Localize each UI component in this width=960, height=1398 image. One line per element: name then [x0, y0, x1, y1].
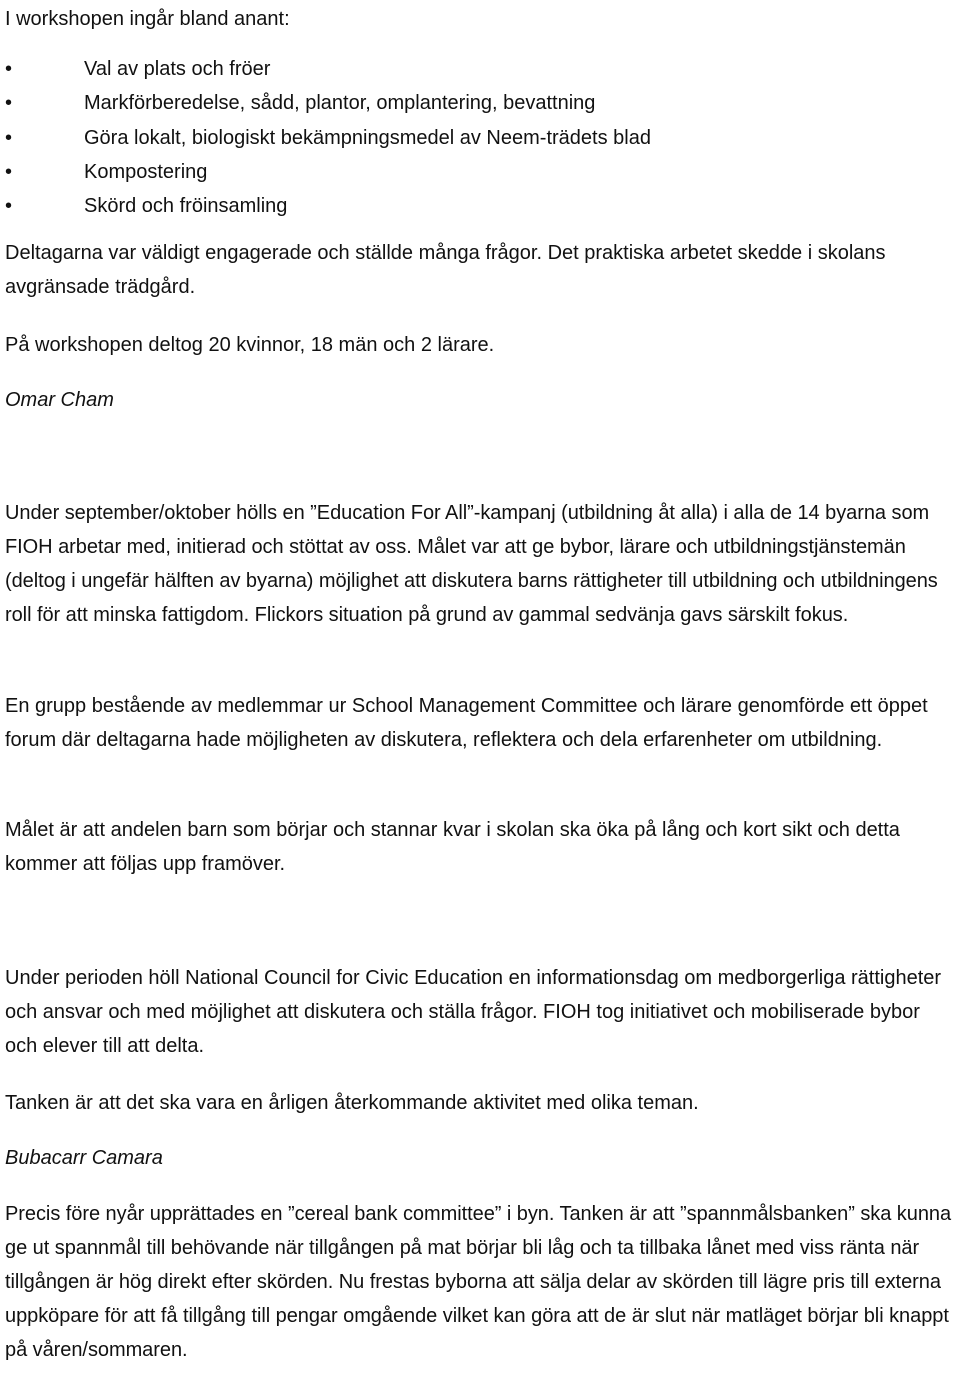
bullet-icon: •: [5, 160, 13, 183]
list-item-text: Markförberedelse, sådd, plantor, omplantering, bevattning: [84, 92, 596, 115]
list-item-text: Kompostering: [84, 160, 208, 183]
paragraph-participants: På workshopen deltog 20 kvinnor, 18 män och 2 lärare.: [5, 334, 495, 356]
bullet-icon: •: [5, 126, 13, 149]
intro-line: I workshopen ingår bland anant:: [5, 8, 290, 30]
list-item: [5, 189, 945, 223]
list-item: [5, 52, 945, 86]
workshop-topic-list: [5, 52, 945, 223]
list-item-text: Skörd och fröinsamling: [84, 195, 288, 218]
paragraph-civic-education: Under perioden höll National Council for Civic Education en informationsdag om medborgerliga rättigheter och ansvar och med möjlighet att diskutera och ställa frågor. FIOH tog initiativet och mobiliserade bybor och elever till att delta.: [5, 967, 942, 1057]
paragraph-campaign: Under september/oktober hölls en ”Education For All”-kampanj (utbildning åt alla) i alla de 14 byarna som FIOH arbetar med, initierad och stöttat av oss. Målet var att ge bybor, lärare och utbildningstjänstemän (deltog i ungefär hälften av byarna) möjlighet att diskutera barns rättigheter till utbildning och utbildningens roll för att minska fattigdom. Flickors situation på grund av gammal sedvänja gavs särskilt fokus.: [5, 502, 938, 626]
list-item: [5, 155, 945, 189]
list-item-text: Val av plats och fröer: [84, 58, 271, 80]
paragraph-forum: En grupp bestående av medlemmar ur School Management Committee och lärare genomförde ett öppet forum där deltagarna hade möjligheten av diskutera, reflektera och dela erfarenheter om utbildning.: [5, 695, 928, 751]
bullet-icon: •: [5, 195, 13, 218]
bullet-icon: •: [5, 92, 13, 115]
author-signature: Bubacarr Camara: [5, 1147, 163, 1169]
list-item-text: Göra lokalt, biologiskt bekämpningsmedel av Neem-trädets blad: [84, 126, 651, 149]
list-item: [5, 86, 945, 120]
author-signature: Omar Cham: [5, 389, 114, 411]
paragraph-goal: Målet är att andelen barn som börjar och stannar kvar i skolan ska öka på lång och kort sikt och detta kommer att följas upp framöver.: [5, 819, 900, 875]
paragraph-engagement: Deltagarna var väldigt engagerade och ställde många frågor. Det praktiska arbetet skedde i skolans avgränsade trädgård.: [5, 242, 886, 298]
list-item: [5, 121, 945, 155]
paragraph-cereal-bank: Precis före nyår upprättades en ”cereal bank committee” i byn. Tanken är att ”spannmålsbanken” ska kunna ge ut spannmål till behövande när tillgången på mat börjar bli låg och ta tillbaka lånet med viss ränta när tillgången är hög direkt efter skörden. Nu frestas byborna att sälja delar av skörden till lägre pris till externa uppköpare för att få tillgång till pengar omgående vilket kan göra att de är slut när matläget börjar bli knappt på våren/sommaren.: [5, 1203, 952, 1361]
bullet-icon: •: [5, 58, 13, 80]
paragraph-annual: Tanken är att det ska vara en årligen återkommande aktivitet med olika teman.: [5, 1092, 699, 1114]
